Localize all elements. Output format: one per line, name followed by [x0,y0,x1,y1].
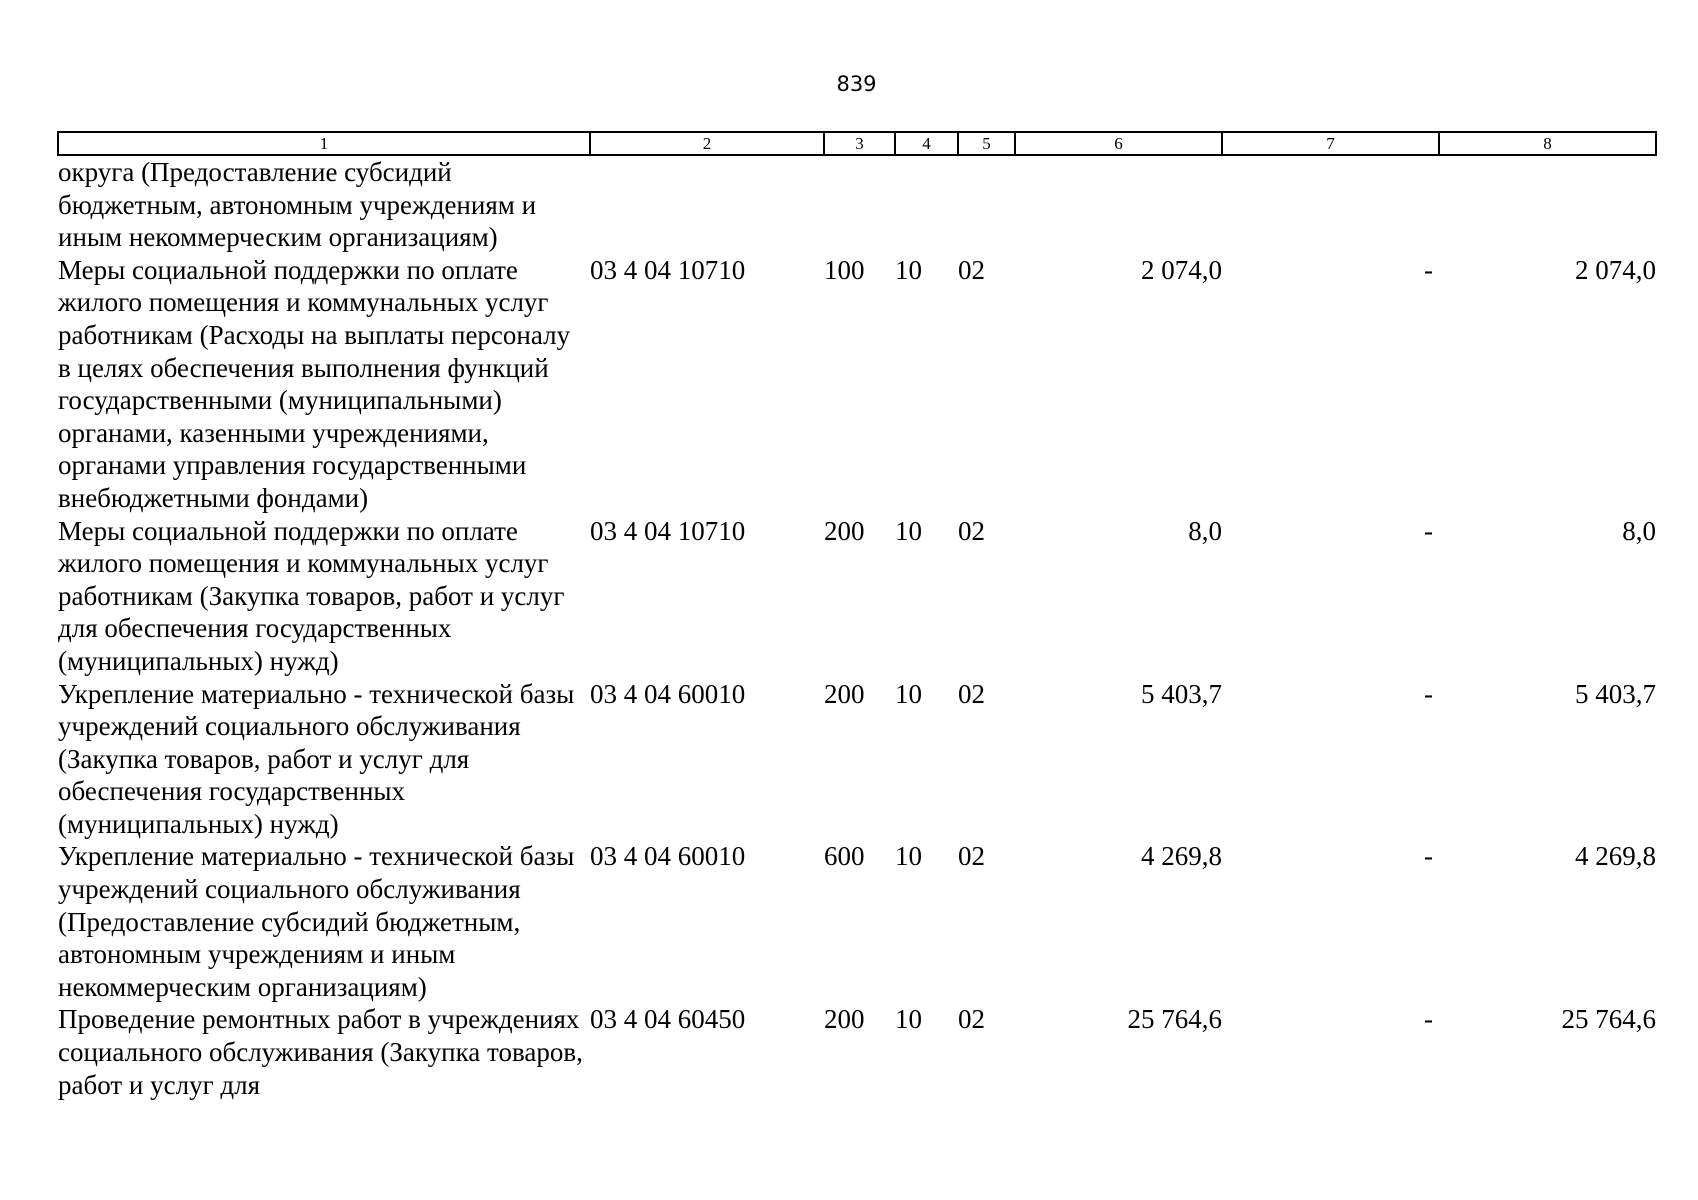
column-header-8: 8 [1439,132,1656,155]
column-header-6: 6 [1015,132,1222,155]
amount-after: 8,0 [1622,515,1656,546]
target-article-code [590,155,824,254]
amount-before: 8,0 [1188,515,1222,546]
target-article-code: 03 4 04 60010 [590,841,746,872]
expense-name: Проведение ремонтных работ в учреждениях социального обслуживания (Закупка товаров, работ и услуг для [58,1004,583,1100]
amount-change: - [1424,515,1433,546]
target-article-code: 03 4 04 10710 [590,515,746,546]
amount-change: - [1424,1004,1433,1035]
amount-before: 25 764,6 [1127,1004,1222,1035]
table-row [58,840,1656,1003]
amount-before: 2 074,0 [1141,254,1222,285]
column-header-5: 5 [958,132,1015,155]
expense-type-code: 200 [824,515,865,546]
target-article-code: 03 4 04 10710 [590,254,746,285]
section-code [895,155,958,254]
amount-change: - [1424,841,1433,872]
amount-change: - [1424,254,1433,285]
expense-type-code: 100 [824,254,865,285]
section-code: 10 [895,1004,922,1035]
amount-change: - [1424,678,1433,709]
amount-change [1222,155,1439,254]
expense-name: Меры социальной поддержки по оплате жилого помещения и коммунальных услуг работникам (Закупка товаров, работ и услуг для обеспечения государственных (муниципальных) нужд) [58,515,565,676]
table-row [58,515,1656,678]
subsection-code: 02 [958,678,985,709]
target-article-code: 03 4 04 60010 [590,678,746,709]
amount-before: 4 269,8 [1141,841,1222,872]
table-body [58,155,1656,1101]
expense-type-code: 200 [824,1004,865,1035]
column-header-1: 1 [58,132,590,155]
subsection-code: 02 [958,841,985,872]
amount-after: 2 074,0 [1575,254,1656,285]
table-row [58,1003,1656,1101]
budget-table [57,131,1657,1101]
subsection-code [958,155,1015,254]
table-row [58,254,1656,515]
amount-after: 4 269,8 [1575,841,1656,872]
target-article-code: 03 4 04 60450 [590,1004,746,1035]
subsection-code: 02 [958,515,985,546]
amount-before: 5 403,7 [1141,678,1222,709]
expense-name: Укрепление материально - технической базы учреждений социального обслуживания (Предоставление субсидий бюджетным, автономным учреждениям и иным некоммерческим организациям) [58,841,575,1002]
page-number: 839 [836,72,877,96]
column-header-4: 4 [895,132,958,155]
amount-before [1015,155,1222,254]
expense-name: Меры социальной поддержки по оплате жилого помещения и коммунальных услуг работникам (Расходы на выплаты персоналу в целях обеспечения выполнения функций государственными (муниципальными) органами, казенными учреждениями, органами управления государственными внебюджетными фондами) [58,254,571,513]
expense-name: Укрепление материально - технической базы учреждений социального обслуживания (Закупка товаров, работ и услуг для обеспечения государственных (муниципальных) нужд) [58,678,575,839]
table-row [58,155,1656,254]
column-header-2: 2 [590,132,824,155]
header-row [58,132,1656,155]
subsection-code: 02 [958,254,985,285]
section-code: 10 [895,678,922,709]
expense-type-code: 200 [824,678,865,709]
amount-after [1439,155,1656,254]
section-code: 10 [895,515,922,546]
column-header-3: 3 [824,132,895,155]
column-header-7: 7 [1222,132,1439,155]
amount-after: 25 764,6 [1561,1004,1656,1035]
expense-name: округа (Предоставление субсидий бюджетным, автономным учреждениям и иным некоммерческим организациям) [58,157,537,253]
subsection-code: 02 [958,1004,985,1035]
expense-type-code [824,155,895,254]
expense-type-code: 600 [824,841,865,872]
section-code: 10 [895,254,922,285]
section-code: 10 [895,841,922,872]
amount-after: 5 403,7 [1575,678,1656,709]
column-number-header [58,132,1656,155]
table-row [58,678,1656,841]
